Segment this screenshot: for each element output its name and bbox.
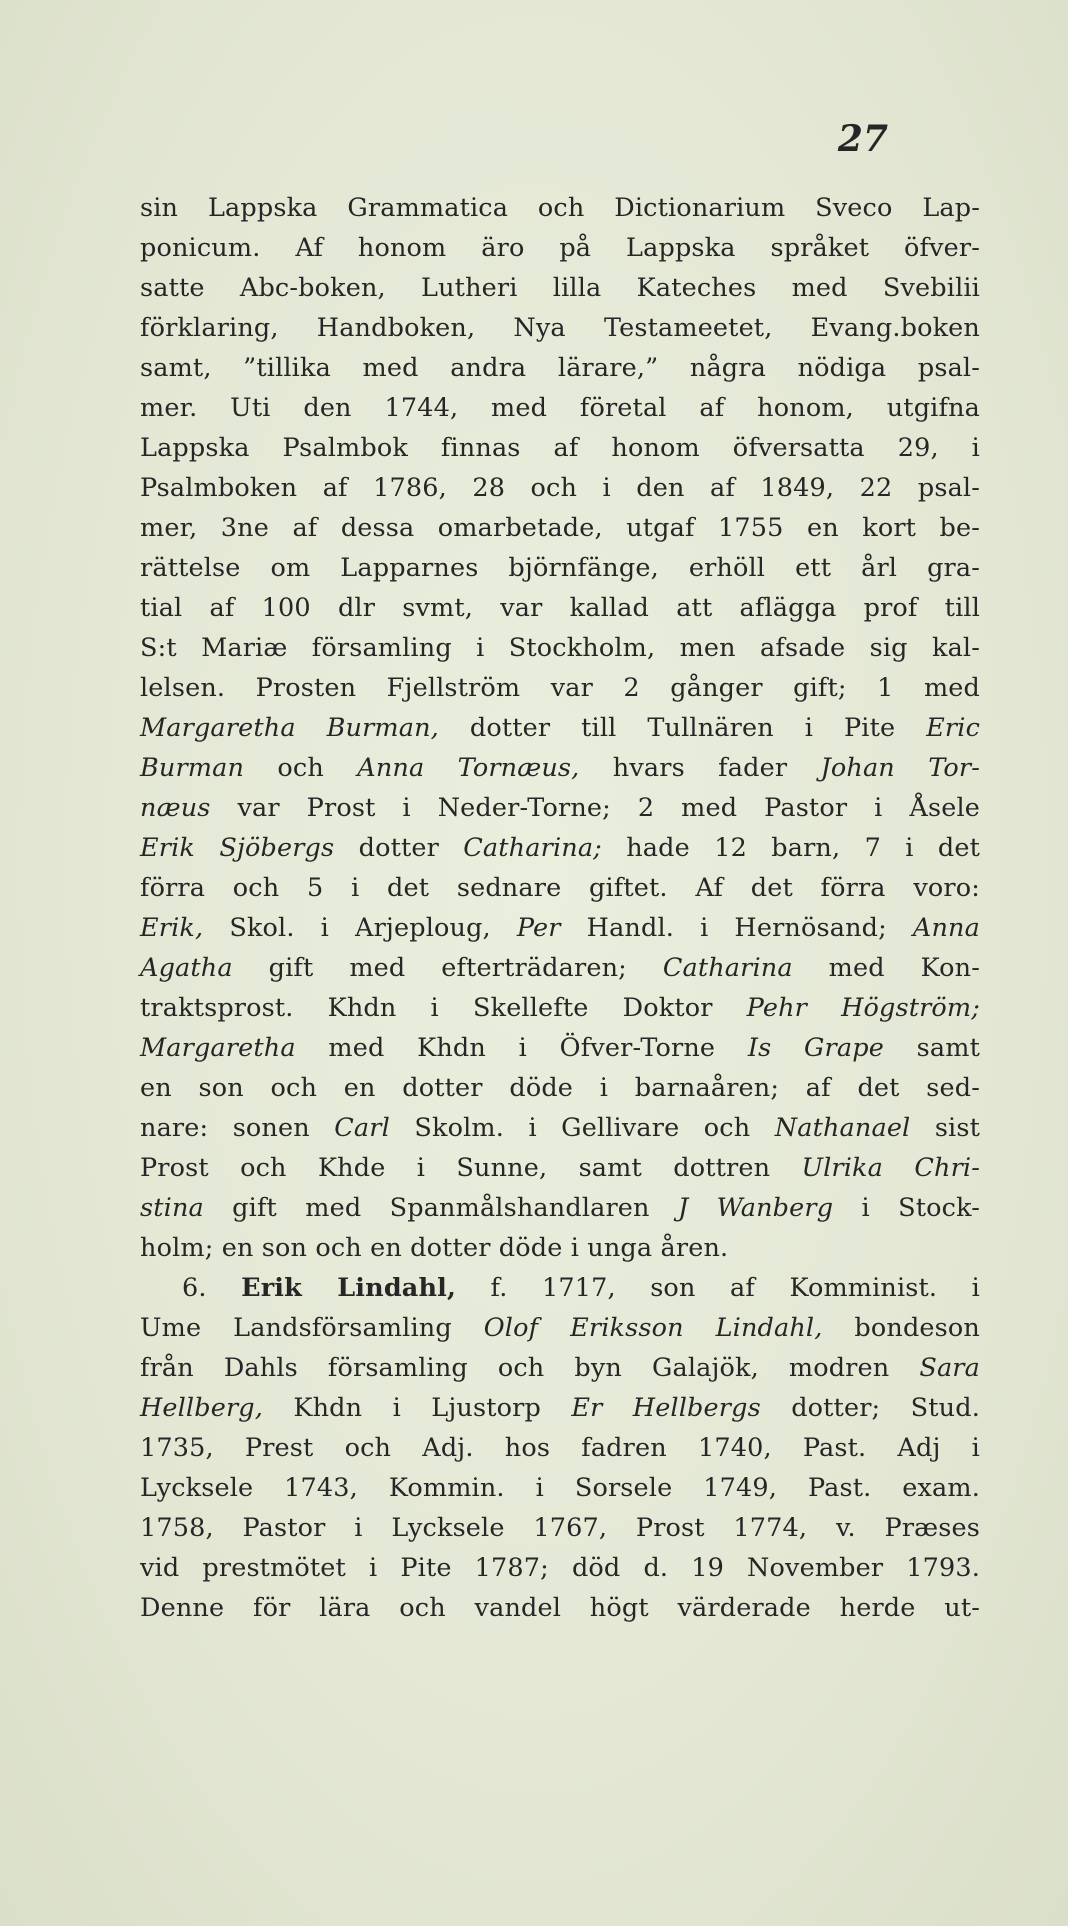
text-run: lelsen. Prosten Fjellström var 2 gånger gift; 1 med xyxy=(140,673,980,703)
text-run: satte Abc-boken, Lutheri lilla Kateches med Svebilii xyxy=(140,273,980,303)
text-line xyxy=(140,708,980,748)
text-line xyxy=(140,1268,980,1308)
text-run: med Khdn i Öfver-Torne xyxy=(295,1033,748,1063)
text-run: Ume Landsförsamling xyxy=(140,1313,484,1343)
text-run: förklaring, Handboken, Nya Testameetet, Evang.boken xyxy=(140,313,980,343)
text-run: dotter till Tullnären i Pite xyxy=(438,713,927,743)
text-line xyxy=(140,908,980,948)
text-line xyxy=(140,1108,980,1148)
italic-name: Anna Tornæus, xyxy=(357,753,580,783)
page-number: 27 xyxy=(837,118,888,160)
text-line xyxy=(140,428,980,468)
text-run: 6. xyxy=(182,1273,242,1303)
italic-name: Sara xyxy=(919,1353,980,1383)
text-line xyxy=(140,348,980,388)
text-run: samt, ”tillika med andra lärare,” några nödiga psal- xyxy=(140,353,980,383)
text-run: sin Lappska Grammatica och Dictionarium Sveco Lap- xyxy=(140,193,980,223)
text-line xyxy=(140,268,980,308)
text-run: bondeson xyxy=(822,1313,980,1343)
text-run: en son och en dotter döde i barnaåren; af det sed- xyxy=(140,1073,980,1103)
italic-name: Johan Tor- xyxy=(820,753,980,783)
text-run: var Prost i Neder-Torne; 2 med Pastor i Åsele xyxy=(210,793,980,823)
italic-name: Ulrika Chri- xyxy=(801,1153,980,1183)
italic-name: Catharina xyxy=(662,953,793,983)
text-line xyxy=(140,1508,980,1548)
text-run: hade 12 barn, 7 i det xyxy=(601,833,980,863)
text-line xyxy=(140,988,980,1028)
text-line xyxy=(140,748,980,788)
text-line xyxy=(140,788,980,828)
text-run: Skol. i Arjeploug, xyxy=(203,913,517,943)
text-run: mer. Uti den 1744, med företal af honom, utgifna xyxy=(140,393,980,423)
italic-name: Nathanael xyxy=(774,1113,911,1143)
italic-name: Hellberg, xyxy=(140,1393,264,1423)
italic-name: J Wanberg xyxy=(677,1193,834,1223)
text-run: ponicum. Af honom äro på Lappska språket öfver- xyxy=(140,233,980,263)
italic-name: Anna xyxy=(912,913,980,943)
italic-name: Margaretha Burman, xyxy=(140,713,439,743)
text-run: och xyxy=(244,753,358,783)
italic-name: Carl xyxy=(334,1113,390,1143)
italic-name: Catharina; xyxy=(463,833,602,863)
text-run: med Kon- xyxy=(792,953,980,983)
body-text xyxy=(140,188,980,1628)
text-run: f. 1717, son af Komminist. i xyxy=(456,1273,980,1303)
text-line xyxy=(140,1428,980,1468)
text-run: mer, 3ne af dessa omarbetade, utgaf 1755 en kort be- xyxy=(140,513,980,543)
text-line xyxy=(140,668,980,708)
text-line xyxy=(140,1148,980,1188)
text-line xyxy=(140,628,980,668)
text-run: Psalmboken af 1786, 28 och i den af 1849, 22 psal- xyxy=(140,473,980,503)
italic-name: Eric xyxy=(926,713,980,743)
text-line xyxy=(140,1028,980,1068)
text-line xyxy=(140,468,980,508)
italic-name: Burman xyxy=(140,753,245,783)
text-run: från Dahls församling och byn Galajök, modren xyxy=(140,1353,920,1383)
text-run: Prost och Khde i Sunne, samt dottren xyxy=(140,1153,802,1183)
italic-name: Erik Sjöbergs xyxy=(140,833,335,863)
italic-name: Is Grape xyxy=(747,1033,884,1063)
text-run: dotter xyxy=(334,833,464,863)
text-run: hvars fader xyxy=(579,753,821,783)
text-line xyxy=(140,1228,980,1268)
text-line xyxy=(140,308,980,348)
italic-name: Er Hellbergs xyxy=(571,1393,761,1423)
text-run: traktsprost. Khdn i Skellefte Doktor xyxy=(140,993,747,1023)
text-run: Handl. i Hernösand; xyxy=(560,913,913,943)
text-run: nare: sonen xyxy=(140,1113,335,1143)
text-run: Khdn i Ljustorp xyxy=(263,1393,572,1423)
text-line xyxy=(140,1188,980,1228)
italic-name: Per xyxy=(516,913,561,943)
text-run: i Stock- xyxy=(833,1193,981,1223)
text-run: Denne för lära och vandel högt värderade herde ut- xyxy=(140,1593,980,1623)
text-run: dotter; Stud. xyxy=(760,1393,980,1423)
bold-name: Erik Lindahl, xyxy=(241,1273,457,1303)
text-line xyxy=(140,1388,980,1428)
italic-name: Pehr Högström; xyxy=(746,993,981,1023)
text-run: S:t Mariæ församling i Stockholm, men afsade sig kal- xyxy=(140,633,980,663)
italic-name: stina xyxy=(140,1193,204,1223)
text-run: Lycksele 1743, Kommin. i Sorsele 1749, Past. exam. xyxy=(140,1473,980,1503)
text-run: Lappska Psalmbok finnas af honom öfversatta 29, i xyxy=(140,433,980,463)
text-run: förra och 5 i det sednare giftet. Af det förra voro: xyxy=(140,873,980,903)
text-run: gift med efterträdaren; xyxy=(232,953,663,983)
text-line xyxy=(140,388,980,428)
text-run: gift med Spanmålshandlaren xyxy=(203,1193,678,1223)
text-run: vid prestmötet i Pite 1787; död d. 19 November 1793. xyxy=(140,1553,980,1583)
text-run: sist xyxy=(910,1113,980,1143)
text-line xyxy=(140,588,980,628)
text-line xyxy=(140,228,980,268)
text-line xyxy=(140,1548,980,1588)
text-run: Skolm. i Gellivare och xyxy=(389,1113,775,1143)
italic-name: næus xyxy=(140,793,211,823)
text-line xyxy=(140,1068,980,1108)
text-run: holm; en son och en dotter döde i unga åren. xyxy=(140,1233,729,1263)
text-run: 1758, Pastor i Lycksele 1767, Prost 1774, v. Præses xyxy=(140,1513,980,1543)
text-line xyxy=(140,828,980,868)
text-line xyxy=(140,508,980,548)
italic-name: Olof Eriksson Lindahl, xyxy=(483,1313,823,1343)
text-line xyxy=(140,948,980,988)
text-run: samt xyxy=(883,1033,980,1063)
text-line xyxy=(140,1468,980,1508)
italic-name: Erik, xyxy=(140,913,204,943)
text-line xyxy=(140,1348,980,1388)
text-line xyxy=(140,1308,980,1348)
italic-name: Agatha xyxy=(140,953,233,983)
text-line xyxy=(140,868,980,908)
text-run: rättelse om Lapparnes björnfänge, erhöll ett årl gra- xyxy=(140,553,980,583)
text-run: tial af 100 dlr svmt, var kallad att aflägga prof till xyxy=(140,593,980,623)
text-line xyxy=(140,1588,980,1628)
italic-name: Margaretha xyxy=(140,1033,296,1063)
text-run: 1735, Prest och Adj. hos fadren 1740, Past. Adj i xyxy=(140,1433,980,1463)
text-line xyxy=(140,548,980,588)
text-line xyxy=(140,188,980,228)
